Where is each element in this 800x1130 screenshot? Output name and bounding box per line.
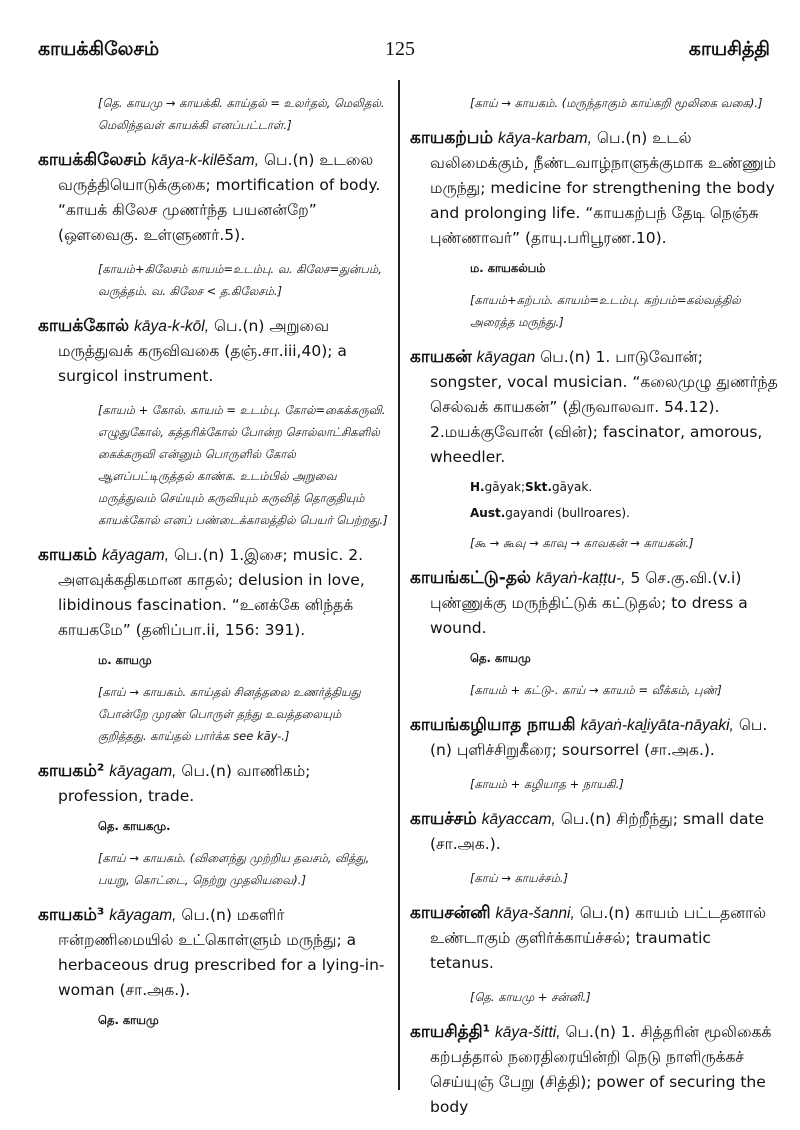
right-column [410,88,778,1130]
etymology-note: [காயம் + கழியாத + நாயகி.] [470,777,624,791]
dictionary-entry [410,901,778,976]
entry-definition: பெ.(n) 1. பாடுவோன்; songster, vocal musician. “கலைமுழு துணர்ந்த செல்வக் காயகன்” (திருவாலவா. 54.12). 2.மயக்குவோன் (வின்); fascinator, amorous, wheedler. [430,348,778,466]
entry-transliteration: kāyaṅ-kaḻiyāta-nāyaki, [580,717,734,734]
entry-definition: 5 செ.கு.வி.(v.i) புண்ணுக்கு மருந்திட்டுக் கட்டுதல்; to dress a wound. [430,569,748,637]
entry-headword: காயங்கட்டு-தல் [410,568,532,588]
entry-definition: பெ.(n) உடலை வருத்தியொடுக்குகை; mortification of body. “காயக் கிலேச முணர்ந்த பயனன்றே” (ஔவைகு. உள்ளுணர்.5). [58,151,381,244]
cognate-note: தெ. காயமு [98,1013,159,1027]
dictionary-entry [410,566,778,641]
etymology-note: [தெ. காயமு → காயக்கி. காய்தல் = உலர்தல், மெலிதல். மெலிந்தவள் காயக்கி எனப்பட்டாள்.] [98,96,385,132]
dictionary-entry [410,345,778,470]
cognate-form: gayandi (bullroares). [505,506,630,520]
entry-transliteration: kāyagam, [109,907,177,924]
entry-transliteration: kāyaccam, [481,811,556,828]
entry-definition: பெ.(n) மகளிர் ஈன்றணிமையில் உட்கொள்ளும் மருந்து; a herbaceous drug prescribed for a lying-in-woman (சா.அக.). [58,906,385,999]
page-header [0,0,800,80]
etymology-note: [கூ → கூவு → காவு → காவகன் → காயகன்.] [470,536,694,550]
entry-headword: காயகன் [410,347,472,367]
dictionary-entry [38,543,388,643]
cognate-form: gāyak. [551,480,593,494]
entry-headword: காயக்கிலேசம் [38,150,147,170]
etymology-note: [காய் → காயகம். (மருந்தாகும் காய்கறி மூலிகை வகை).] [470,96,763,110]
entry-headword: காயசன்னி [410,903,491,923]
etymology-note: [காயம் + கோல். காயம் = உடம்பு. கோல்=கைக்கருவி. எழுதுகோல், கத்தரிக்கோல் போன்ற சொல்லாட்சிகளில் கைக்கருவி என்னும் பொருளில் கோல் ஆளப்பட்டிருத்தல் காண்க. உடம்பில் அறுவை மருத்துவம் செய்யும் கருவியும் கருவித் தொகுதியும் காயக்கோல் எனப் பண்டைக்காலத்தில் பெயர் பெற்றது.] [98,403,388,527]
dictionary-entry [38,903,388,1003]
etymology-note: [காயம்+கற்பம். காயம்=உடம்பு. கற்பம்=கல்வத்தில் அரைத்த மருந்து.] [470,293,741,329]
cognate-form: gāyak; [484,480,526,494]
column-divider [398,80,400,1090]
entry-headword: காயசித்தி¹ [410,1022,491,1042]
entry-transliteration: kāya-k-kilēšam, [151,152,260,169]
entry-headword: காயகற்பம் [410,128,494,148]
cognate-language: H. [470,480,485,494]
page-number: 125 [385,38,415,60]
entry-headword: காயகம்³ [38,905,105,925]
entry-transliteration: kāyaṅ-kaṭṭu-, [535,570,626,587]
entry-transliteration: kāya-šanni, [495,905,575,922]
dictionary-entry [38,148,388,248]
entry-definition: பெ.(n) 1. சித்தரின் மூலிகைக் கற்பத்தால் நரைதிரையின்றி நெடு நாளிருக்கச் செய்யுஞ் பேறு (சித்தி); power of securing the body [430,1023,772,1116]
entry-headword: காயங்கழியாத நாயகி [410,715,576,735]
cognate-note: தெ. காயகமு. [98,819,171,833]
entry-definition: பெ.(n) வாணிகம்; profession, trade. [58,762,311,805]
entry-transliteration: kāyagam, [109,763,177,780]
entry-definition: பெ.(n) சிற்றீந்து; small date (சா.அக.). [430,810,765,853]
dictionary-entry [410,1020,778,1120]
entry-definition: பெ.(n) உடல் வலிமைக்கும், நீண்டவாழ்நாளுக்குமாக உண்ணும் மருந்து; medicine for strengthening the body and prolonging life. “காயகற்பந் தேடி நெஞ்சு புண்ணாவர்” (தாயு.பரிபூரண.10). [430,129,777,247]
etymology-note: [காயம்+கிலேசம் காயம்=உடம்பு. வ. கிலேச=துன்பம், வருத்தம். வ. கிலேச < த.கிலேசம்.] [98,262,382,298]
etymology-note: [காய் → காயகம். (விளைந்து முற்றிய தவசம், வித்து, பயறு, கொட்டை, நெற்று முதலியவை).] [98,851,370,887]
entry-transliteration: kāyagam, [101,547,170,564]
etymology-note: [காய் → காயகம். காய்தல் சினத்தலை உணர்த்தியது போன்றே முரண் பொருள் தந்து உவத்தலையும் குறித்தது. காய்தல் பார்க்க see kāy-.] [98,685,361,743]
cognate-language: Aust. [470,506,506,520]
entry-transliteration: kāyagan [476,349,536,366]
entry-transliteration: kāya-karbam, [498,130,592,147]
entry-definition: பெ.(n) 1.இசை; music. 2. அளவுக்கதிகமான காதல்; delusion in love, libidinous fascination. “உனக்கே னிந்தக் காயகமே” (தனிப்பா.ii, 156: 391). [58,546,365,639]
cognate-note [470,480,778,494]
cognate-note: தெ. காயமு [470,651,531,665]
header-right-guideword: காயசித்தி [688,38,770,60]
cognate-note: ம. காயமு [98,653,152,667]
cognate-language: Skt. [525,480,552,494]
cognate-note: ம. காயகல்பம் [470,261,546,275]
dictionary-entry [38,314,388,389]
entry-definition: பெ.(n) அறுவை மருத்துவக் கருவிவகை (தஞ்.சா.iii,40); a surgicol instrument. [58,317,347,385]
etymology-note: [தெ. காயமு + சன்னி.] [470,990,591,1004]
entry-headword: காயகம்² [38,761,105,781]
etymology-note: [காயம் + கட்டு-. காய் → காயம் = வீக்கம், புண்] [470,683,722,697]
dictionary-entry [410,713,778,763]
entry-headword: காயச்சம் [410,809,477,829]
entry-headword: காயக்கோல் [38,316,130,336]
left-column [38,88,388,1041]
etymology-note: [காய் → காயச்சம்.] [470,871,569,885]
dictionary-entry [38,759,388,809]
entry-definition: பெ.(n) புளிச்சிறுகீரை; soursorrel (சா.அக.). [430,716,768,759]
dictionary-entry [410,807,778,857]
entry-transliteration: kāya-k-kōl, [134,318,210,335]
entry-headword: காயகம் [38,545,97,565]
cognate-note [470,506,778,520]
entry-definition: பெ.(n) காயம் பட்டதனால் உண்டாகும் குளிர்க்காய்ச்சல்; traumatic tetanus. [430,904,767,972]
header-left-guideword: காயக்கிலேசம் [38,38,160,60]
dictionary-entry [410,126,778,251]
entry-transliteration: kāya-šitti, [495,1024,561,1041]
